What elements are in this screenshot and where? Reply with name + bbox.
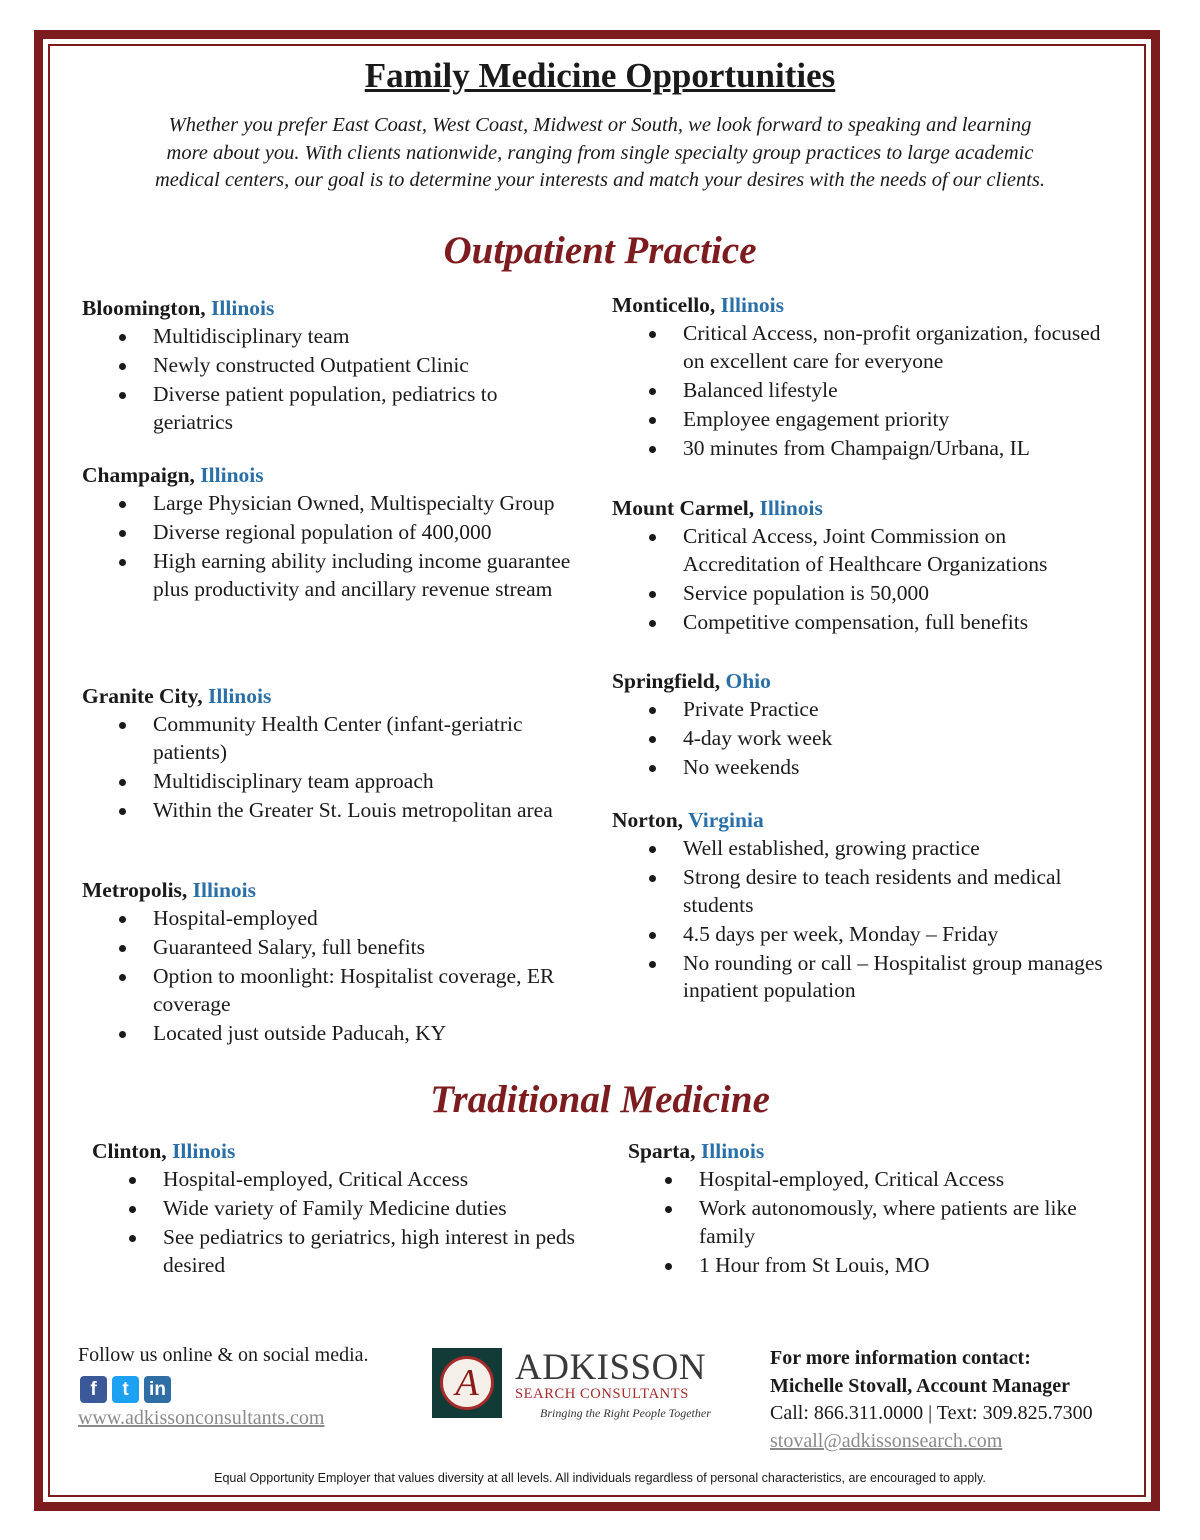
- list-item-text: Well established, growing practice: [683, 836, 980, 860]
- bullet-icon: [119, 363, 126, 370]
- bullet-list: [82, 323, 582, 436]
- list-item-text: Diverse regional population of 400,000: [153, 520, 492, 544]
- list-item: [82, 381, 582, 436]
- city-name: Granite City,: [82, 684, 203, 708]
- state-name: Virginia: [688, 808, 764, 832]
- bullet-icon: [129, 1177, 136, 1184]
- list-item: [82, 905, 582, 933]
- city-name: Bloomington,: [82, 296, 206, 320]
- list-item: [612, 754, 1112, 782]
- list-item: [82, 490, 582, 518]
- list-item: [612, 320, 1112, 375]
- list-item-text: 30 minutes from Champaign/Urbana, IL: [683, 435, 1030, 460]
- bullet-icon: [649, 961, 656, 968]
- location-block: [612, 290, 1112, 464]
- list-item-text: Guaranteed Salary, full benefits: [153, 935, 426, 959]
- list-item-text: High earning ability including income guarantee plus productivity and ancillary revenue stream: [153, 549, 571, 601]
- list-item-text: Hospital-employed, Critical Access: [699, 1167, 1005, 1191]
- follow-text: Follow us online & on social media.: [78, 1344, 369, 1366]
- outpatient-heading: Outpatient Practice: [443, 229, 757, 272]
- bullet-icon: [649, 846, 656, 853]
- city-name: Springfield,: [612, 669, 721, 693]
- bullet-list: [628, 1166, 1108, 1279]
- location-block: [92, 1136, 592, 1281]
- location-name: [82, 875, 582, 905]
- bullet-list: [612, 835, 1112, 1005]
- list-item: [612, 523, 1112, 578]
- list-item-text: Private Practice: [683, 697, 819, 721]
- bullet-icon: [119, 808, 126, 815]
- list-item-text: 4.5 days per week, Monday – Friday: [683, 921, 999, 946]
- location-block: [612, 805, 1112, 1006]
- bullet-icon: [119, 779, 126, 786]
- city-name: Sparta,: [628, 1139, 696, 1163]
- list-item-text: Critical Access, non-profit organization, focused on excellent care for everyone: [683, 321, 1101, 373]
- list-item-text: Large Physician Owned, Multispecialty Group: [153, 491, 555, 515]
- bullet-icon: [129, 1206, 136, 1213]
- list-item-text: Newly constructed Outpatient Clinic: [153, 353, 469, 377]
- list-item: [82, 963, 582, 1018]
- equal-opportunity-note: Equal Opportunity Employer that values diversity at all levels. All individuals regardless of personal characteristics, are encouraged to apply.: [214, 1471, 986, 1485]
- list-item-text: Hospital-employed, Critical Access: [163, 1167, 469, 1191]
- list-item-text: Hospital-employed: [153, 906, 318, 930]
- list-item: [612, 435, 1112, 463]
- bullet-list: [612, 696, 1112, 782]
- list-item: [612, 835, 1112, 863]
- bullet-list: [612, 523, 1112, 636]
- bullet-icon: [649, 875, 656, 882]
- location-name: [82, 460, 582, 490]
- location-name: [82, 681, 582, 711]
- location-block: [612, 666, 1112, 783]
- bullet-icon: [649, 331, 656, 338]
- location-name: [612, 290, 1112, 320]
- bullet-icon: [129, 1235, 136, 1242]
- state-name: Illinois: [211, 296, 275, 320]
- bullet-list: [612, 320, 1112, 462]
- traditional-heading: Traditional Medicine: [430, 1078, 770, 1121]
- location-block: [82, 293, 582, 438]
- bullet-icon: [649, 388, 656, 395]
- contact-email-link[interactable]: stovall@adkissonsearch.com: [770, 1429, 1003, 1452]
- list-item: [628, 1252, 1108, 1280]
- list-item: [92, 1224, 592, 1279]
- contact-person: Michelle Stovall, Account Manager: [770, 1374, 1070, 1397]
- list-item: [612, 696, 1112, 724]
- list-item: [82, 797, 582, 825]
- list-item: [612, 950, 1112, 1005]
- logo-monogram: A: [440, 1356, 494, 1410]
- location-name: [612, 805, 1112, 835]
- bullet-icon: [649, 707, 656, 714]
- company-logo: [432, 1348, 732, 1422]
- list-item: [92, 1166, 592, 1194]
- city-name: Norton,: [612, 808, 684, 832]
- list-item: [612, 580, 1112, 608]
- logo-emblem: [432, 1348, 502, 1418]
- bullet-list: [82, 490, 582, 603]
- list-item: [612, 377, 1112, 405]
- list-item-text: Strong desire to teach residents and medical students: [683, 865, 1062, 917]
- list-item: [628, 1195, 1108, 1250]
- state-name: Illinois: [192, 878, 257, 902]
- location-name: [82, 293, 582, 323]
- list-item: [612, 725, 1112, 753]
- bullet-icon: [119, 974, 126, 981]
- state-name: Ohio: [725, 669, 771, 693]
- bullet-icon: [119, 334, 126, 341]
- list-item-text: 4-day work week: [683, 726, 833, 750]
- bullet-icon: [119, 501, 126, 508]
- list-item: [612, 609, 1112, 637]
- list-item-text: No weekends: [683, 755, 800, 779]
- list-item: [82, 1020, 582, 1048]
- location-block: [628, 1136, 1108, 1281]
- list-item: [628, 1166, 1108, 1194]
- bullet-icon: [665, 1206, 672, 1213]
- city-name: Mount Carmel,: [612, 496, 755, 520]
- list-item: [612, 921, 1112, 949]
- bullet-icon: [119, 392, 126, 399]
- bullet-icon: [649, 932, 656, 939]
- list-item-text: Multidisciplinary team approach: [153, 768, 434, 793]
- list-item: [92, 1195, 592, 1223]
- page-title: Family Medicine Opportunities: [364, 56, 836, 95]
- location-name: [612, 493, 1112, 523]
- location-block: [612, 493, 1112, 638]
- city-name: Champaign,: [82, 463, 195, 487]
- list-item-text: Diverse patient population, pediatrics to geriatrics: [153, 382, 498, 434]
- bullet-icon: [119, 530, 126, 537]
- list-item-text: Option to moonlight: Hospitalist coverage, ER coverage: [153, 964, 555, 1016]
- list-item: [82, 352, 582, 380]
- location-name: [612, 666, 1112, 696]
- state-name: Illinois: [759, 496, 823, 520]
- list-item-text: Competitive compensation, full benefits: [683, 609, 1029, 634]
- list-item-text: Community Health Center (infant-geriatric patients): [153, 712, 523, 764]
- bullet-icon: [665, 1177, 672, 1184]
- location-name: [92, 1136, 592, 1166]
- list-item-text: See pediatrics to geriatrics, high interest in peds desired: [163, 1225, 575, 1277]
- list-item-text: Employee engagement priority: [683, 406, 950, 431]
- state-name: Illinois: [720, 293, 785, 317]
- bullet-icon: [649, 765, 656, 772]
- bullet-icon: [649, 620, 656, 627]
- bullet-icon: [649, 417, 656, 424]
- social-icons: [80, 1376, 171, 1403]
- state-name: Illinois: [172, 1139, 236, 1163]
- logo-name: ADKISSON: [515, 1347, 707, 1388]
- bullet-icon: [119, 1031, 126, 1038]
- city-name: Monticello,: [612, 293, 716, 317]
- bullet-icon: [649, 591, 656, 598]
- list-item: [82, 323, 582, 351]
- bullet-icon: [649, 446, 656, 453]
- list-item: [82, 519, 582, 547]
- contact-block: [770, 1345, 1093, 1455]
- bullet-icon: [665, 1263, 672, 1270]
- state-name: Illinois: [200, 463, 264, 487]
- list-item: [82, 548, 582, 603]
- state-name: Illinois: [700, 1139, 765, 1163]
- list-item: [82, 934, 582, 962]
- bullet-icon: [119, 559, 126, 566]
- list-item-text: Multidisciplinary team: [153, 324, 350, 348]
- list-item-text: Within the Greater St. Louis metropolitan area: [153, 797, 553, 822]
- bullet-icon: [649, 534, 656, 541]
- location-block: [82, 875, 582, 1049]
- intro-paragraph: [118, 112, 1082, 195]
- list-item-text: 1 Hour from St Louis, MO: [699, 1252, 930, 1277]
- bullet-list: [92, 1166, 592, 1279]
- list-item-text: Wide variety of Family Medicine duties: [163, 1196, 507, 1220]
- bullet-icon: [649, 736, 656, 743]
- bullet-icon: [119, 916, 126, 923]
- list-item-text: Work autonomously, where patients are like family: [699, 1196, 1077, 1248]
- list-item: [82, 768, 582, 796]
- location-block: [82, 460, 582, 605]
- website-link[interactable]: www.adkissonconsultants.com: [78, 1407, 325, 1429]
- list-item-text: Service population is 50,000: [683, 580, 930, 605]
- intro-line: medical centers, our goal is to determine your interests and match your desires with the needs of our clients.: [154, 169, 1046, 191]
- location-name: [628, 1136, 1108, 1166]
- intro-line: more about you. With clients nationwide, ranging from single specialty group practices to large academic: [166, 141, 1034, 164]
- linkedin-icon[interactable]: in: [144, 1376, 171, 1403]
- list-item-text: Critical Access, Joint Commission on Accreditation of Healthcare Organizations: [683, 524, 1048, 576]
- list-item-text: No rounding or call – Hospitalist group manages inpatient population: [683, 950, 1103, 1002]
- city-name: Clinton,: [92, 1139, 167, 1163]
- list-item: [612, 864, 1112, 919]
- city-name: Metropolis,: [82, 878, 188, 902]
- logo-subtitle: SEARCH CONSULTANTS: [515, 1386, 689, 1402]
- intro-line: Whether you prefer East Coast, West Coast, Midwest or South, we look forward to speaking and learning: [168, 114, 1032, 136]
- bullet-icon: [119, 945, 126, 952]
- contact-heading: For more information contact:: [770, 1347, 1031, 1369]
- bullet-icon: [119, 722, 126, 729]
- list-item-text: Balanced lifestyle: [683, 377, 838, 402]
- state-name: Illinois: [208, 684, 272, 708]
- bullet-list: [82, 905, 582, 1047]
- facebook-icon[interactable]: f: [80, 1376, 107, 1403]
- list-item-text: Located just outside Paducah, KY: [153, 1020, 447, 1045]
- bullet-list: [82, 711, 582, 824]
- logo-tagline: Bringing the Right People Together: [540, 1406, 711, 1420]
- list-item: [82, 711, 582, 766]
- list-item: [612, 406, 1112, 434]
- contact-phones: Call: 866.311.0000 | Text: 309.825.7300: [770, 1402, 1093, 1424]
- location-block: [82, 681, 582, 826]
- twitter-icon[interactable]: t: [112, 1376, 139, 1403]
